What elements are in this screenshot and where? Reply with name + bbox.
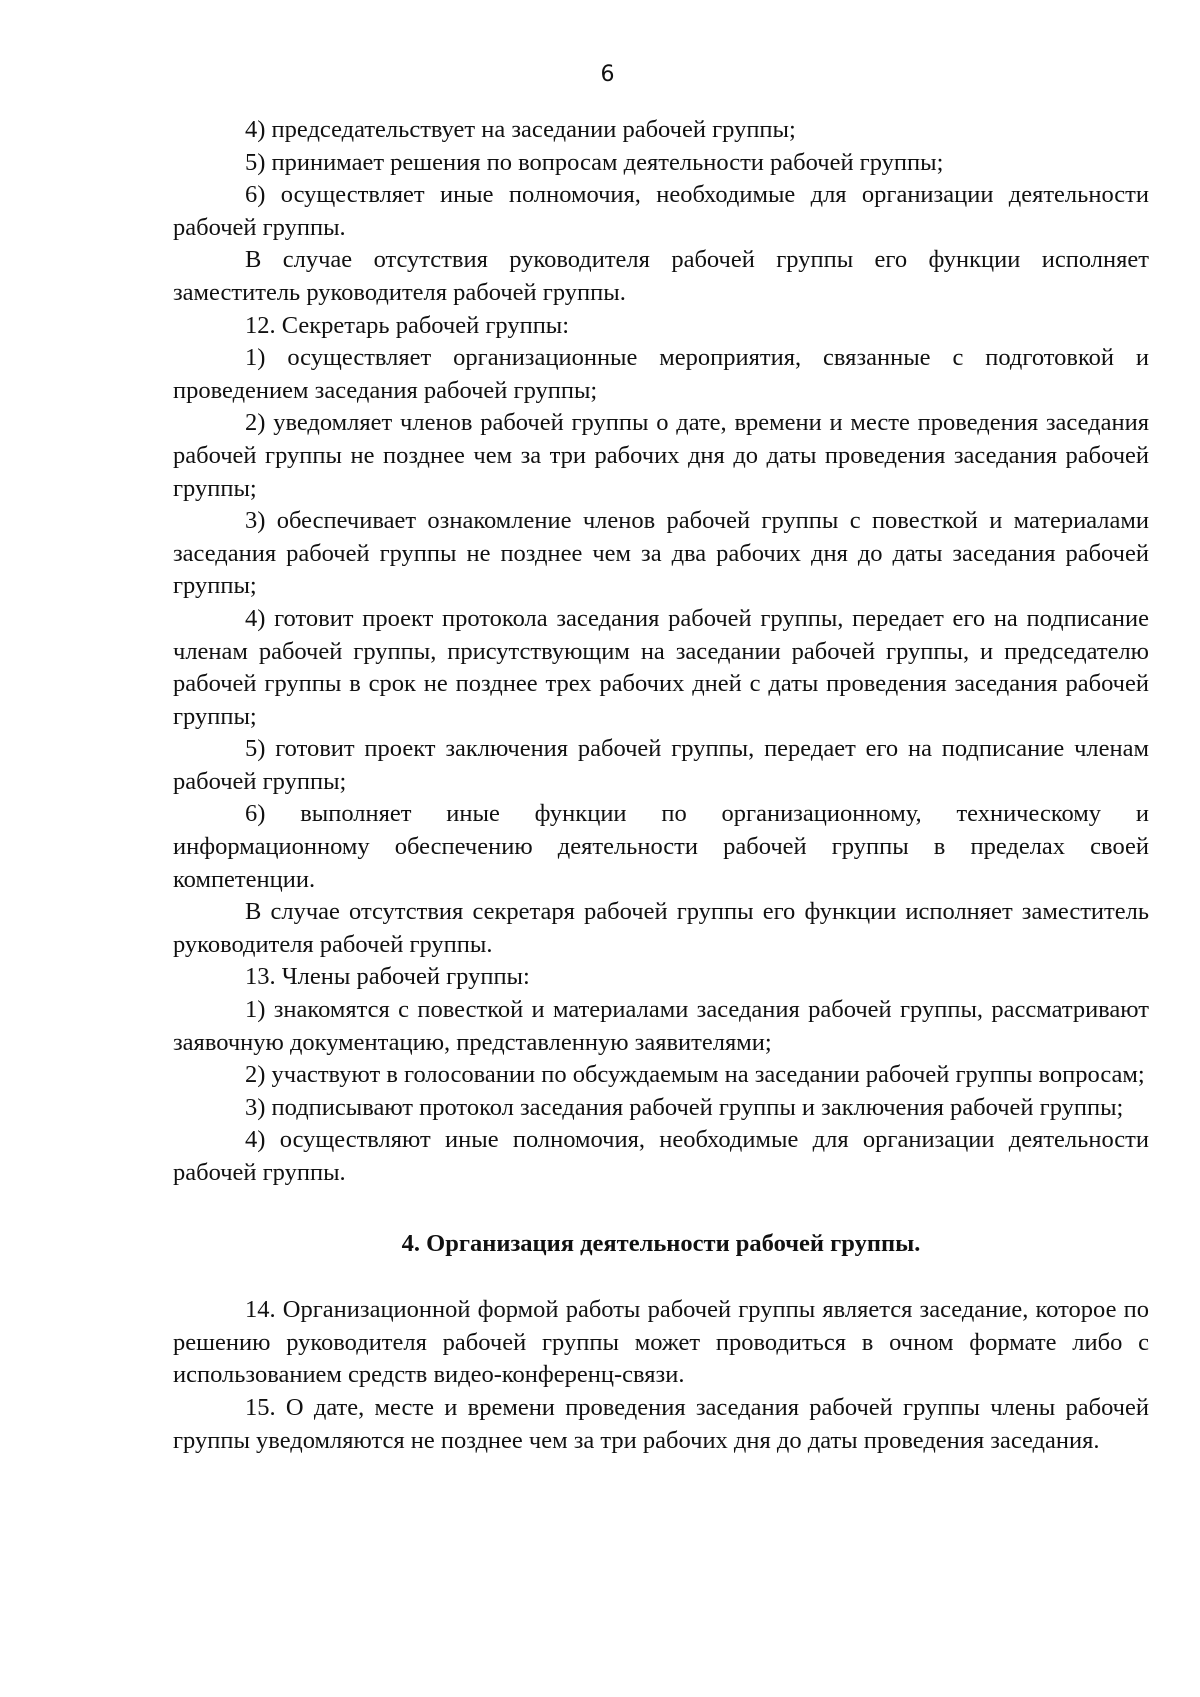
paragraph-secretary-organizes: 1) осуществляет организационные мероприятия, связанные с подготовкой и проведением заседания рабочей группы; — [173, 344, 1149, 404]
page-number: 6 — [600, 62, 615, 87]
section-heading: 4. Организация деятельности рабочей группы. — [401, 1229, 921, 1257]
paragraph-chair-absence: В случае отсутствия руководителя рабочей группы его функции исполняет заместитель руководителя рабочей группы. — [173, 246, 1149, 306]
paragraph-item-14: 14. Организационной формой работы рабочей группы является заседание, которое по решению руководителя рабочей группы может проводиться в очном формате либо с использованием средств видео-конференц-связи. — [173, 1296, 1149, 1389]
paragraph-members-review: 1) знакомятся с повесткой и материалами заседания рабочей группы, рассматривают заявочную документацию, представленную заявителями; — [173, 996, 1149, 1056]
paragraph-chair-decides: 5) принимает решения по вопросам деятельности рабочей группы; — [245, 148, 944, 176]
paragraph-secretary-absence: В случае отсутствия секретаря рабочей группы его функции исполняет заместитель руководителя рабочей группы. — [173, 898, 1149, 958]
paragraph-members-vote: 2) участвуют в голосовании по обсуждаемым на заседании рабочей группы вопросам; — [245, 1061, 1145, 1089]
paragraph-secretary-conclusion: 5) готовит проект заключения рабочей группы, передает его на подписание членам рабочей группы; — [173, 735, 1149, 795]
paragraph-members-sign: 3) подписывают протокол заседания рабочей группы и заключения рабочей группы; — [245, 1093, 1124, 1121]
paragraph-secretary-notifies: 2) уведомляет членов рабочей группы о дате, времени и месте проведения заседания рабочей группы не позднее чем за три рабочих дня до даты проведения заседания рабочей группы; — [173, 409, 1149, 502]
paragraph-item-13-heading: 13. Члены рабочей группы: — [245, 963, 530, 991]
paragraph-item-12-heading: 12. Секретарь рабочей группы: — [245, 311, 570, 339]
paragraph-secretary-protocol: 4) готовит проект протокола заседания рабочей группы, передает его на подписание членам рабочей группы, присутствующим на заседании рабочей группы, и председателю рабочей группы в срок не позднее трех рабочих дней с даты проведения заседания рабочей группы; — [173, 604, 1149, 730]
paragraph-members-other-powers: 4) осуществляют иные полномочия, необходимые для организации деятельности рабочей группы. — [173, 1126, 1149, 1186]
paragraph-chair-other-powers: 6) осуществляет иные полномочия, необходимые для организации деятельности рабочей группы. — [173, 181, 1149, 241]
paragraph-secretary-materials: 3) обеспечивает ознакомление членов рабочей группы с повесткой и материалами заседания рабочей группы не позднее чем за два рабочих дня до даты заседания рабочей группы; — [173, 507, 1149, 600]
paragraph-chair-presides: 4) председательствует на заседании рабочей группы; — [245, 116, 796, 143]
paragraph-item-15: 15. О дате, месте и времени проведения заседания рабочей группы члены рабочей группы уведомляются не позднее чем за три рабочих дня до даты проведения заседания. — [173, 1393, 1149, 1454]
paragraph-secretary-other-functions: 6) выполняет иные функции по организационному, техническому и информационному обеспечению деятельности рабочей группы в пределах своей компетенции. — [173, 800, 1149, 893]
document-body — [173, 114, 1149, 1457]
